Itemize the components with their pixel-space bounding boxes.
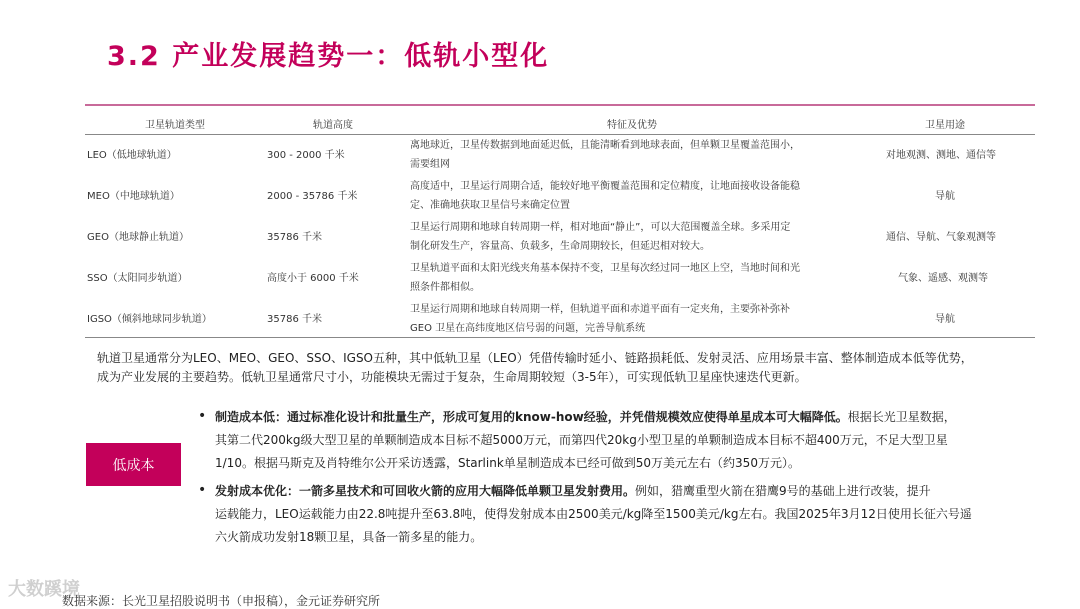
low-cost-tag: 低成本 [86,443,181,486]
row-type: MEO（中地球轨道） [87,191,180,202]
row-features: 高度适中，卫星运行周期合适，能较好地平衡覆盖范围和定位精度，让地面接收设备能稳 定、准确地获取卫星信号来确定位置 [410,181,800,211]
page-title: 3.2 产业发展趋势一：低轨小型化 [107,41,550,72]
bullet-launch-cost: 发射成本优化：一箭多星技术和可回收火箭的应用大幅降低单颗卫星发射费用。例如，猎鹰重型火箭在猎鹰9号的基础上进行改装，提升 运载能力，LEO运载能力由22.8吨提升至63.8吨，使得发射成本由2500美元/kg降至1500美元/kg左右。我国2025年3月12日使用长征六号遥 六火箭成功发射18颗卫星，具备一箭多星的能力。 [215,484,972,544]
watermark: 大数蹊境 [8,579,80,600]
header-usage: 卫星用途 [925,120,965,131]
row-altitude: 35786 千米 [267,314,322,325]
summary-paragraph: 轨道卫星通常分为LEO、MEO、GEO、SSO、IGSO五种，其中低轨卫星（LEO）凭借传输时延小、链路损耗低、发射灵活、应用场景丰富、整体制造成本低等优势， 成为产业发展的主要趋势。低轨卫星通常尺寸小，功能模块无需过于复杂，生命周期较短（3-5年），可实现低轨卫星座快速迭代更新。 [97,351,973,384]
row-usage: 导航 [935,314,955,325]
table-header-divider [85,134,1035,135]
header-features: 特征及优势 [607,120,657,131]
row-type: SSO（太阳同步轨道） [87,273,188,284]
row-altitude: 高度小于 6000 千米 [267,273,359,284]
row-altitude: 35786 千米 [267,232,322,243]
row-altitude: 2000 - 35786 千米 [267,191,358,202]
data-source: 数据来源：长光卫星招股说明书（申报稿），金元证券研究所 [62,594,381,608]
header-altitude: 轨道高度 [313,120,353,131]
row-features: 离地球近，卫星传数据到地面延迟低，且能清晰看到地球表面，但单颗卫星覆盖范围小， 需要组网 [410,140,800,170]
row-usage: 导航 [935,191,955,202]
title-divider [85,104,1035,106]
row-usage: 气象、遥感、观测等 [898,273,988,284]
row-usage: 对地观测、测地、通信等 [886,150,996,161]
row-features: 卫星运行周期和地球自转周期一样，相对地面“静止”，可以大范围覆盖全球。多采用定 制化研发生产，容量高、负载多，生命周期较长，但延迟相对较大。 [410,222,791,252]
row-altitude: 300 - 2000 千米 [267,150,345,161]
row-usage: 通信、导航、气象观测等 [886,232,996,243]
header-orbit-type: 卫星轨道类型 [145,120,205,131]
row-features: 卫星运行周期和地球自转周期一样，但轨道平面和赤道平面有一定夹角，主要弥补弥补 GEO 卫星在高纬度地区信号弱的问题，完善导航系统 [410,304,790,334]
bullet-manufacturing-cost: 制造成本低：通过标准化设计和批量生产，形成可复用的know-how经验，并凭借规模效应使得单星成本可大幅降低。根据长光卫星数据， 其第二代200kg级大型卫星的单颗制造成本目标不超5000万元，而第四代20kg小型卫星的单颗制造成本目标不超400万元，不足大型卫星 1/10。根据马斯克及肖特维尔公开采访透露，Starlink单星制造成本已经可做到50万美元左右（约350万元）。 [215,410,956,470]
bullet-marker: • [198,408,207,424]
bullet-marker: • [198,482,207,498]
row-type: IGSO（倾斜地球同步轨道） [87,314,212,325]
row-type: LEO（低地球轨道） [87,150,177,161]
row-type: GEO（地球静止轨道） [87,232,189,243]
row-features: 卫星轨道平面和太阳光线夹角基本保持不变，卫星每次经过同一地区上空，当地时间和光 照条件都相似。 [410,263,800,293]
table-bottom-divider [85,337,1035,338]
